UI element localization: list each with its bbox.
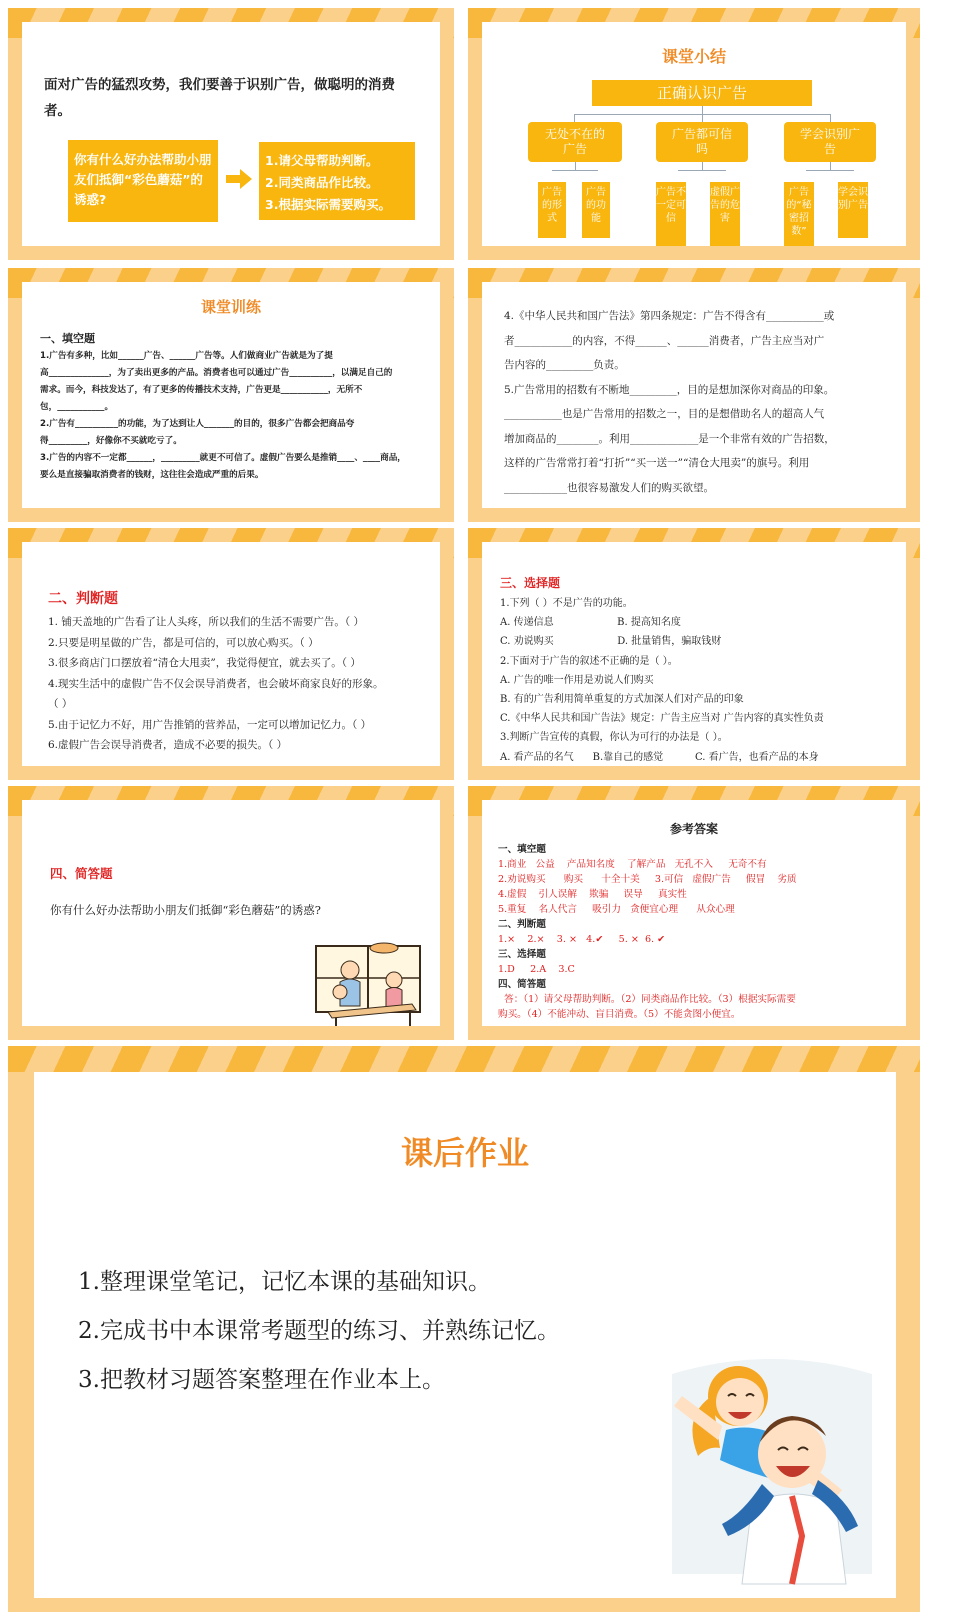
homework-list	[78, 1258, 698, 1405]
slide-1	[8, 8, 454, 260]
text-line: 告内容的_________负责。	[504, 359, 625, 371]
question-text: 你有什么好办法帮助小朋友们抵御“彩色蘑菇”的诱惑?	[74, 152, 212, 207]
text-line: 增加商品的________。利用_____________是一个非常有效的广告招数，	[504, 432, 835, 445]
answer-heading: 四、简答题	[498, 979, 546, 990]
question-line: 2.只要是明星做的广告，都是可信的，可以放心购买。（ ）	[48, 636, 319, 649]
text-line: 4.《中华人民共和国广告法》第四条规定：广告不得含有___________或	[504, 310, 835, 322]
question-line: 4.现实生活中的虚假广告不仅会误导消费者，也会破坏商家良好的形象。	[48, 677, 384, 690]
section-title: 三、选择题	[500, 576, 561, 590]
question-line: C.《中华人民共和国广告法》规定：广告主应当对 广告内容的真实性负责	[500, 713, 824, 725]
text-line: 1.广告有多种，比如______广告、______广告等。人们做商业广告就是为了提	[40, 351, 333, 361]
question-line: 1.下列（ ）不是广告的功能。	[500, 598, 633, 609]
slide-6	[468, 528, 920, 780]
question-line: B. 有的广告利用简单重复的方式加深人们对产品的印象	[500, 694, 744, 706]
slide-7	[8, 786, 454, 1040]
answer-3: 3.根据实际需要购买。	[265, 197, 391, 212]
branch-node-3: 学会识别广告	[784, 122, 876, 162]
branch-node-1: 无处不在的广告	[528, 122, 622, 162]
text-line: ____________也很容易激发人们的购买欲望。	[504, 481, 714, 494]
text-line: 高______________，为了卖出更多的产品。消费者也可以通过广告__________，以满足自己的	[40, 368, 393, 378]
branch-node-2: 广告都可信吗	[656, 122, 748, 162]
homework-item: 3.把教材习题答案整理在作业本上。	[78, 1367, 445, 1393]
question-box	[68, 140, 218, 222]
arrow-icon	[226, 168, 252, 190]
section-heading: 一、填空题	[40, 332, 95, 345]
text-line: 包，___________。	[40, 402, 114, 412]
answer-line: 1.商业 公益 产品知名度 了解产品 无孔不入 无奇不有	[498, 859, 767, 870]
fill-in-continued	[504, 304, 904, 500]
text-line: 5.广告常用的招数有不断地_________，目的是想加深你对商品的印象。	[504, 383, 835, 396]
question-line: 1. 铺天盖地的广告看了让人头疼，所以我们的生活不需要广告。（ ）	[48, 616, 364, 628]
question-line: （ ）	[48, 698, 73, 710]
short-answer-question: 你有什么好办法帮助小朋友们抵御“彩色蘑菇”的诱惑?	[50, 903, 321, 917]
leaf-node-5: 广告的“秘密招数”	[784, 182, 814, 246]
slide-2	[468, 8, 920, 260]
answer-line: 4.虚假 引人误解 欺骗 误导 真实性	[498, 889, 687, 900]
answer-line: 5.重复 名人代言 吸引力 贪便宜心理 从众心理	[498, 904, 735, 915]
leaf-node-6: 学会识别广告	[838, 182, 868, 238]
text-line: 需求。而今，科技发达了，有了更多的传播技术支持，广告更是___________，无所不	[40, 385, 363, 395]
text-line: 得_________，好像你不买就吃亏了。	[40, 436, 182, 446]
leaf-node-4: 虚假广告的危害	[710, 182, 740, 246]
text-line: 这样的广告常常打着“打折”“买一送一”“清仓大甩卖”的旗号。利用	[504, 457, 810, 469]
text-line: 3.广告的内容不一定都______，_________就更不可信了。虚假广告要么是推销____、____商品，	[40, 453, 406, 463]
answer-line: 1.× 2.× 3. × 4.✔ 5. × 6. ✔	[498, 934, 666, 945]
question-line: 2.下面对于广告的叙述不正确的是（ ）。	[500, 655, 678, 667]
answer-2: 2.同类商品作比较。	[265, 175, 379, 190]
question-line: 3.很多商店门口摆放着“清仓大甩卖”，我觉得便宜，就去买了。（ ）	[48, 657, 361, 669]
answers-box	[259, 142, 415, 220]
slide-title: 课堂小结	[661, 47, 726, 66]
slide-3	[8, 268, 454, 522]
homework-item: 1.整理课堂笔记，记忆本课的基础知识。	[78, 1269, 491, 1295]
answer-line: 2.劝说购买 购买 十全十美 3.可信 虚假广告 假冒 劣质	[498, 874, 797, 885]
question-line: A. 传递信息 B. 提高知名度	[500, 617, 681, 629]
slide-4	[468, 268, 920, 522]
answer-heading: 三、选择题	[498, 949, 546, 960]
text-line: 要么是直接骗取消费者的钱财，这往往会造成严重的后果。	[40, 470, 264, 480]
question-line: 3.判断广告宣传的真假，你认为可行的办法是（ ）。	[500, 732, 728, 744]
question-line: C. 劝说购买 D. 批量销售，骗取钱财	[500, 636, 722, 648]
question-line: 6.虚假广告会误导消费者，造成不必要的损失。（ ）	[48, 739, 288, 751]
text-line: ___________也是广告常用的招数之一，目的是想借助名人的超高人气	[504, 408, 825, 420]
leaf-node-2: 广告的功能	[582, 182, 610, 238]
answer-heading: 一、填空题	[498, 844, 546, 855]
answer-1: 1.请父母帮助判断。	[265, 153, 379, 168]
answer-line: 购买。（4）不能冲动、盲目消费。（5）不能贪图小便宜。	[498, 1009, 741, 1020]
father-daughter-illustration	[642, 1334, 892, 1588]
text-line: 者___________的内容，不得______、______消费者，广告主应当对广	[504, 334, 825, 347]
family-illustration	[312, 940, 424, 1026]
section-title: 四、简答题	[50, 866, 113, 881]
slide-9	[8, 1046, 920, 1612]
answer-line: 1.D 2.A 3.C	[498, 964, 575, 975]
question-line: A. 广告的唯一作用是劝说人们购买	[500, 674, 654, 686]
slide-title: 课堂训练	[200, 298, 261, 316]
root-node: 正确认识广告	[592, 80, 812, 106]
question-line: A. 看产品的名气 B.靠自己的感觉 C. 看广告，也看产品的本身	[500, 751, 819, 763]
question-line: 5.由于记忆力不好，用广告推销的营养品，一定可以增加记忆力。（ ）	[48, 718, 372, 731]
answer-key	[498, 842, 906, 1022]
judge-questions	[48, 612, 440, 756]
slide-8	[468, 786, 920, 1040]
answer-heading: 二、判断题	[498, 919, 546, 930]
choice-questions	[500, 594, 906, 766]
leaf-node-3: 广告不一定可信	[656, 182, 686, 246]
slide-5	[8, 528, 454, 780]
section-title: 二、判断题	[48, 591, 118, 607]
intro-text: 面对广告的猛烈攻势，我们要善于识别广告，做聪明的消费者。	[44, 77, 395, 119]
fill-in-section	[40, 330, 440, 484]
leaf-node-1: 广告的形式	[538, 182, 566, 238]
homework-item: 2.完成书中本课常考题型的练习、并熟练记忆。	[78, 1318, 560, 1344]
slide-title: 参考答案	[669, 822, 718, 836]
answer-line: 答：（1）请父母帮助判断。（2）同类商品作比较。（3）根据实际需要	[498, 994, 796, 1005]
slide-title: 课后作业	[400, 1134, 529, 1172]
text-line: 2.广告有__________的功能，为了达到让人_______的目的，很多广告都会把商品夸	[40, 419, 355, 429]
